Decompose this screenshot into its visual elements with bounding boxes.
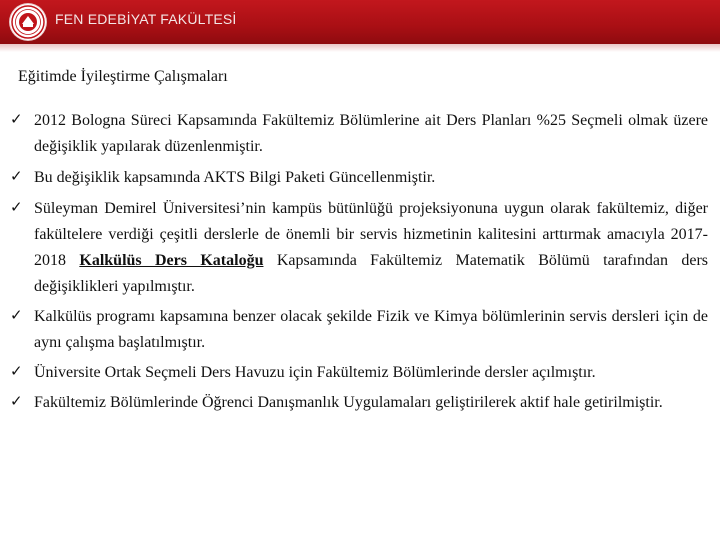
list-item-text: Üniversite Ortak Seçmeli Ders Havuzu için Fakültemiz Bölümlerinde dersler açılmıştır. [34, 364, 596, 381]
list-item [10, 304, 708, 356]
list-item-text [34, 196, 708, 300]
list-item-text: Kalkülüs programı kapsamına benzer olacak şekilde Fizik ve Kimya bölümlerinin servis dersleri için de aynı çalışma başlatılmıştır. [34, 308, 708, 351]
list-item [10, 390, 663, 416]
list-item-text-part: Süleyman Demirel Üniversitesi’nin kampüs bütünlüğü projeksiyonuna uygun olarak fakültemiz, diğer fakültelere verdiği çeşitli derslerle de önemli bir servis hizmetinin kalitesini arttırmak amacıyla 2017-2018 [34, 200, 708, 269]
list-item-text: 2012 Bologna Süreci Kapsamında Fakültemiz Bölümlerine ait Ders Planları %25 Seçmeli olmak üzere değişiklik yapılarak düzenlenmiştir. [34, 112, 708, 155]
section-title: Eğitimde İyileştirme Çalışmaları [18, 68, 228, 85]
list-item [10, 165, 435, 191]
check-icon: ✓ [10, 198, 23, 216]
list-item [10, 108, 708, 160]
header-bar [0, 0, 720, 44]
list-item [10, 196, 708, 300]
calculus-catalog-emphasis: Kalkülüs Ders Kataloğu [79, 252, 264, 269]
list-item [10, 360, 596, 386]
list-item-text: Fakültemiz Bölümlerinde Öğrenci Danışmanlık Uygulamaları geliştirilerek aktif hale getirilmiştir. [34, 394, 663, 411]
university-seal-icon [10, 4, 46, 40]
list-item-text: Bu değişiklik kapsamında AKTS Bilgi Paketi Güncellenmiştir. [34, 169, 436, 186]
list-item-text-part: Kapsamında Fakültemiz Matematik Bölümü tarafından ders değişiklikleri yapılmıştır. [34, 252, 709, 295]
header-shadow [0, 44, 720, 52]
check-icon: ✓ [10, 362, 23, 380]
check-icon: ✓ [10, 392, 23, 410]
check-icon: ✓ [10, 110, 23, 128]
header-title: FEN EDEBİYAT FAKÜLTESİ [55, 11, 237, 27]
check-icon: ✓ [10, 306, 23, 324]
check-icon: ✓ [10, 167, 23, 185]
